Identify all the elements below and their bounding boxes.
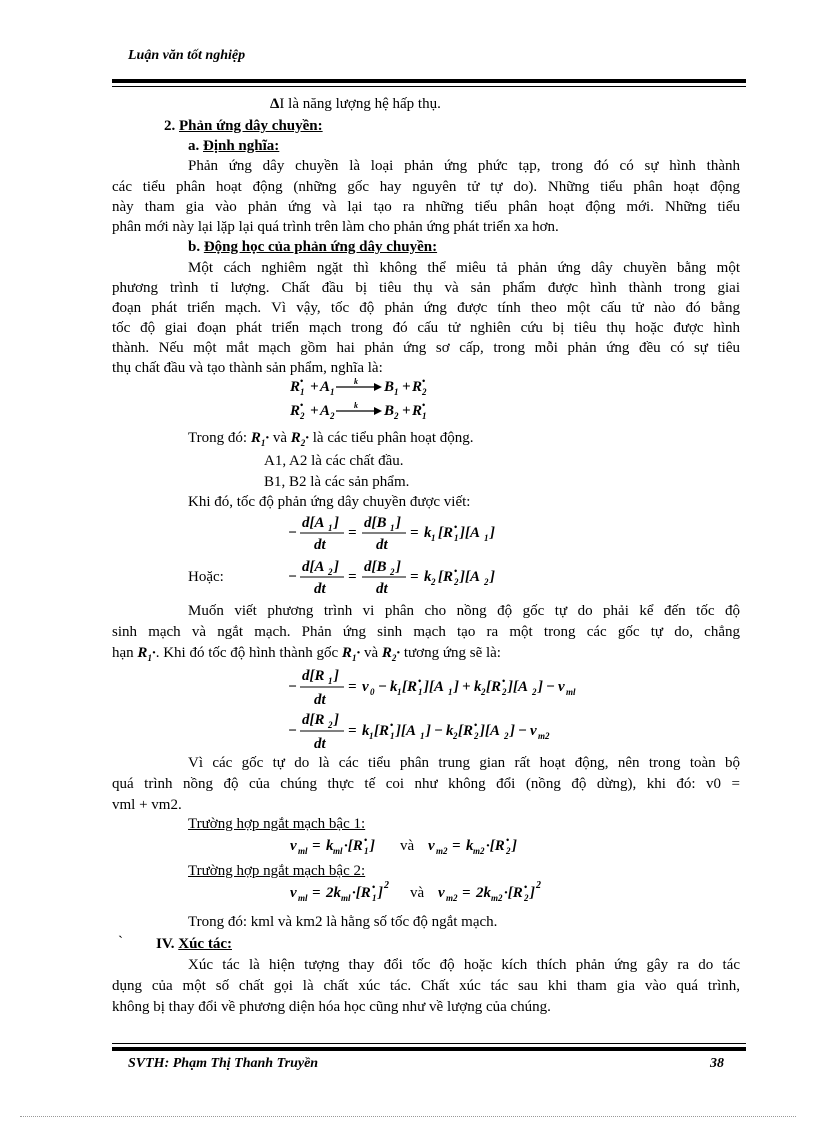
svg-text:]: ] [378, 885, 383, 901]
radical-rate-equation-2 [288, 708, 608, 757]
kinetics-line-1: Một cách nghiêm ngặt thì không thể miêu tả phản ứng dây chuyền bằng một [188, 260, 740, 276]
svg-text:k: k [466, 838, 474, 854]
definition-line-4: phân mới này lại lặp lại quá trình trên làm cho phản ứng phát triển xa hơn. [112, 219, 559, 235]
svg-text:B: B [384, 403, 395, 419]
definition-line-1: Phản ứng dây chuyền là loại phản ứng phức tạp, trong đó có sự hình thành [188, 158, 740, 174]
svg-text:1: 1 [300, 387, 305, 397]
svg-text:2: 2 [484, 577, 489, 587]
svg-text:d[R: d[R [302, 712, 325, 728]
svg-text:]: ] [334, 559, 339, 575]
catalysis-line-2: dụng của một số chất gọi là chất xúc tác. Chất xúc tác sau khi tham gia vào quá trình, [112, 978, 740, 994]
svg-text:dt: dt [376, 581, 388, 597]
svg-text:−: − [288, 525, 298, 541]
svg-text:B: B [384, 379, 395, 395]
svg-text:m2: m2 [538, 731, 550, 741]
svg-text:·[R: ·[R [504, 885, 523, 901]
kinetics-line-3: đoạn phát triển mạch. Vì vậy, tốc độ phản ứng được tính theo một cấu tử nào đó bằng [112, 300, 740, 316]
svg-text:]: ] [510, 723, 515, 739]
svg-text:d[A: d[A [302, 515, 325, 531]
svg-text:·[R: ·[R [352, 885, 371, 901]
definition-line-2: các tiểu phân hoạt động (những gốc hay nguyên tử tự do). Những tiểu phân hoạt động [112, 179, 740, 195]
svg-text:−: − [434, 723, 444, 739]
catalysis-line-3: không bị thay đổi về phương diện hóa học cũng như về lượng của chúng. [112, 999, 551, 1015]
first-order-termination-label: Trường hợp ngắt mạch bậc 1: [188, 816, 366, 832]
rate-equation-2 [288, 555, 508, 602]
svg-text:=: = [348, 569, 357, 585]
active-particles-line: Trong đó: $R_1\cdot$ và $R_2\cdot$ là các tiểu phân hoạt động. [188, 430, 474, 448]
svg-text:+: + [462, 679, 471, 695]
svg-text:+: + [402, 403, 411, 419]
page-number: 38 [710, 1056, 724, 1071]
svg-text:A: A [320, 403, 331, 419]
svg-text:=: = [348, 525, 357, 541]
radical-rate-equation-1 [288, 664, 608, 713]
svg-text:1: 1 [394, 387, 399, 397]
svg-text:k: k [446, 723, 454, 739]
svg-text:ml: ml [341, 893, 351, 903]
svg-text:+: + [310, 379, 319, 395]
svg-text:d[A: d[A [302, 559, 325, 575]
svg-text:v: v [428, 838, 435, 854]
svg-text:2: 2 [422, 387, 427, 397]
svg-text:m2: m2 [491, 893, 503, 903]
svg-text:1: 1 [454, 533, 459, 543]
svg-text:m2: m2 [446, 893, 458, 903]
or-label: Hoặc: [188, 569, 224, 585]
rate-equation-1 [288, 511, 508, 558]
svg-text:2: 2 [453, 731, 458, 741]
svg-text:k: k [424, 569, 432, 585]
svg-text:k: k [354, 377, 358, 386]
svg-text:dt: dt [314, 736, 326, 752]
svg-text:−: − [518, 723, 528, 739]
reactants-line: A1, A2 là các chất đầu. [264, 453, 404, 469]
svg-text:=: = [410, 569, 419, 585]
svg-text:v: v [558, 679, 565, 695]
svg-text:k: k [362, 723, 370, 739]
svg-text:−: − [288, 569, 298, 585]
svg-text:1: 1 [364, 846, 369, 856]
svg-text:m2: m2 [436, 846, 448, 856]
svg-text:1: 1 [372, 893, 377, 903]
and-word-1: và [400, 838, 415, 854]
r1-symbol: $R_1\cdot$ [250, 430, 270, 448]
svg-text:R: R [412, 403, 423, 419]
svg-text:][A: ][A [480, 723, 500, 739]
svg-text:2k: 2k [476, 885, 491, 901]
svg-text:]: ] [334, 515, 339, 531]
svg-text:1: 1 [418, 687, 423, 697]
svg-text:1: 1 [448, 687, 453, 697]
svg-text:k: k [474, 679, 482, 695]
svg-text:]: ] [334, 712, 339, 728]
subsection-a-heading: a. Định nghĩa: [188, 138, 280, 154]
svg-text:k: k [354, 401, 358, 410]
svg-text:=: = [312, 885, 321, 901]
differential-line-1: Muốn viết phương trình vi phân cho nồng độ gốc tự do phải kể đến tốc độ [188, 603, 740, 619]
svg-text:•: • [390, 720, 394, 730]
svg-text:1: 1 [390, 523, 395, 533]
svg-text:2: 2 [328, 567, 333, 577]
svg-text:dt: dt [314, 692, 326, 708]
svg-text:][A: ][A [396, 723, 416, 739]
svg-text:=: = [348, 723, 357, 739]
svg-text:d[B: d[B [364, 515, 387, 531]
svg-text:+: + [402, 379, 411, 395]
svg-text:d[R: d[R [302, 668, 325, 684]
svg-text:[R: [R [438, 525, 453, 541]
svg-text:=: = [348, 679, 357, 695]
and-word-2: và [410, 885, 425, 901]
svg-text:=: = [452, 838, 461, 854]
svg-text:ml: ml [298, 893, 308, 903]
kinetics-line-5: thành. Nếu một mắt mạch gồm hai phản ứng sơ cấp, trong mỗi phản ứng đều có sự tiêu [112, 340, 740, 356]
svg-text:[R: [R [458, 723, 473, 739]
svg-text:2: 2 [390, 567, 395, 577]
svg-text:1: 1 [422, 411, 427, 421]
svg-text:]: ] [396, 559, 401, 575]
svg-text:0: 0 [370, 687, 375, 697]
second-order-termination-label: Trường hợp ngắt mạch bậc 2: [188, 863, 366, 879]
header-title: Luận văn tốt nghiệp [128, 48, 246, 63]
svg-text:•: • [506, 835, 510, 845]
svg-text:]: ] [454, 679, 459, 695]
svg-text:2: 2 [384, 880, 389, 891]
first-order-termination-equations [288, 832, 528, 863]
svg-text:=: = [462, 885, 471, 901]
second-order-termination-equations [288, 876, 558, 911]
svg-text:−: − [546, 679, 556, 695]
svg-text:2: 2 [504, 731, 509, 741]
svg-text:1: 1 [484, 533, 489, 543]
svg-text:1: 1 [328, 523, 333, 533]
svg-text:•: • [454, 522, 458, 532]
svg-text:]: ] [490, 525, 495, 541]
svg-text:R: R [412, 379, 423, 395]
svg-text:]: ] [490, 569, 495, 585]
svg-text:−: − [288, 679, 298, 695]
svg-text:·[R: ·[R [344, 838, 363, 854]
svg-text:k: k [390, 679, 398, 695]
svg-text:2: 2 [330, 411, 335, 421]
svg-text:ml: ml [566, 687, 576, 697]
svg-text:•: • [418, 676, 422, 686]
footer-author: SVTH: Phạm Thị Thanh Truyền [128, 1056, 319, 1071]
svg-text:]: ] [426, 723, 431, 739]
rate-intro-line: Khi đó, tốc độ phản ứng dây chuyền được viết: [188, 494, 471, 510]
svg-text:=: = [312, 838, 321, 854]
svg-text:•: • [454, 566, 458, 576]
svg-text:•: • [474, 720, 478, 730]
svg-text:•: • [422, 400, 426, 410]
header-rule-thin [112, 86, 746, 87]
svg-text:v: v [438, 885, 445, 901]
svg-text:2: 2 [394, 411, 399, 421]
svg-text:2: 2 [474, 731, 479, 741]
differential-line-2: sinh mạch và ngắt mạch. Phản ứng sinh mạch tạo ra một trong các gốc tự do, chẳng [112, 624, 740, 640]
svg-text:•: • [422, 376, 426, 386]
svg-text:ml: ml [298, 846, 308, 856]
definition-line-3: này tham gia vào phản ứng và lại tạo ra những tiểu phân hoạt động mới. Những tiểu [112, 199, 740, 215]
svg-text:2k: 2k [326, 885, 341, 901]
svg-text:]: ] [530, 885, 535, 901]
svg-text:•: • [372, 882, 376, 892]
svg-text:1: 1 [390, 731, 395, 741]
steady-state-line-3: vml + vm2. [112, 797, 182, 813]
svg-text:]: ] [370, 838, 375, 854]
svg-text:dt: dt [314, 581, 326, 597]
r2-symbol: $R_2\cdot$ [290, 430, 310, 448]
svg-text:][A: ][A [460, 569, 480, 585]
kinetics-line-6: thụ chất đầu và tạo thành sản phẩm, nghĩa là: [112, 360, 383, 376]
svg-text:•: • [524, 882, 528, 892]
chain-reaction-equations [288, 374, 448, 427]
svg-text:]: ] [396, 515, 401, 531]
svg-text:k: k [326, 838, 334, 854]
svg-text:1: 1 [397, 687, 402, 697]
svg-text:]: ] [538, 679, 543, 695]
termination-constants-line: Trong đó: kml và km2 là hằng số tốc độ ngắt mạch. [188, 914, 498, 930]
svg-text:•: • [300, 376, 304, 386]
svg-text:·[R: ·[R [486, 838, 505, 854]
svg-text:][A: ][A [424, 679, 444, 695]
svg-text:R: R [290, 379, 301, 395]
svg-text:ml: ml [333, 846, 343, 856]
steady-state-line-1: Vì các gốc tự do là các tiểu phân trung gian rất hoạt động, nên trong toàn bộ [188, 755, 740, 771]
footer-rule-thick [112, 1047, 746, 1051]
delta-i-line: ΔI là năng lượng hệ hấp thụ. [270, 96, 441, 112]
svg-text:m2: m2 [473, 846, 485, 856]
catalysis-line-1: Xúc tác là hiện tượng thay đổi tốc độ hoặc kích thích phản ứng gây ra do tác [188, 957, 740, 973]
svg-text:A: A [320, 379, 331, 395]
svg-text:v: v [290, 838, 297, 854]
svg-text:]: ] [334, 668, 339, 684]
svg-text:−: − [378, 679, 388, 695]
svg-text:•: • [364, 835, 368, 845]
svg-text:1: 1 [431, 533, 436, 543]
products-line: B1, B2 là các sản phẩm. [264, 474, 410, 490]
svg-text:=: = [410, 525, 419, 541]
section-4-heading: IV. Xúc tác: [156, 936, 232, 952]
delta-symbol: Δ [270, 96, 280, 112]
svg-text:][A: ][A [460, 525, 480, 541]
svg-text:+: + [310, 403, 319, 419]
footer-rule-thin [112, 1043, 746, 1044]
page-bottom-dotted-line [20, 1116, 796, 1117]
section-2-heading: 2. Phản ứng dây chuyền: [164, 118, 323, 134]
svg-text:v: v [290, 885, 297, 901]
svg-text:k: k [424, 525, 432, 541]
svg-text:][A: ][A [508, 679, 528, 695]
svg-text:•: • [300, 400, 304, 410]
svg-text:v: v [362, 679, 369, 695]
svg-text:2: 2 [536, 880, 541, 891]
svg-text:2: 2 [300, 411, 305, 421]
svg-text:−: − [288, 723, 298, 739]
kinetics-line-2: phương trình tỉ lượng. Chất đầu bị tiêu thụ và sản phẩm được hình thành trong giai [112, 280, 740, 296]
svg-text:]: ] [512, 838, 517, 854]
svg-text:1: 1 [369, 731, 374, 741]
svg-text:•: • [502, 676, 506, 686]
svg-text:2: 2 [328, 720, 333, 730]
svg-text:2: 2 [506, 846, 511, 856]
svg-text:v: v [530, 723, 537, 739]
svg-text:2: 2 [524, 893, 529, 903]
svg-text:2: 2 [532, 687, 537, 697]
stray-backtick: ` [118, 934, 123, 950]
svg-text:dt: dt [376, 537, 388, 553]
svg-text:2: 2 [454, 577, 459, 587]
svg-text:[R: [R [402, 679, 417, 695]
svg-text:R: R [290, 403, 301, 419]
svg-text:2: 2 [431, 577, 436, 587]
kinetics-line-4: tốc độ giai đoạn phát triển mạch trong đó cấu tử nghiên cứu bị tiêu thụ hoặc được hình [112, 320, 740, 336]
svg-text:[R: [R [438, 569, 453, 585]
svg-text:d[B: d[B [364, 559, 387, 575]
header-rule-thick [112, 79, 746, 83]
steady-state-line-2: quá trình nồng độ của chúng thực tế coi như không đổi (nồng độ dừng), khi đó: v0 = [112, 776, 740, 792]
subsection-b-heading: b. Động học của phản ứng dây chuyền: [188, 239, 438, 255]
svg-text:1: 1 [420, 731, 425, 741]
svg-text:2: 2 [502, 687, 507, 697]
differential-line-3: hạn $R_1\cdot$. Khi đó tốc độ hình thành gốc $R_1\cdot$ và $R_2\cdot$ tương ứng sẽ là: [112, 645, 501, 663]
svg-text:[R: [R [486, 679, 501, 695]
svg-text:1: 1 [328, 676, 333, 686]
svg-text:dt: dt [314, 537, 326, 553]
svg-text:1: 1 [330, 387, 335, 397]
svg-text:[R: [R [374, 723, 389, 739]
svg-text:2: 2 [481, 687, 486, 697]
